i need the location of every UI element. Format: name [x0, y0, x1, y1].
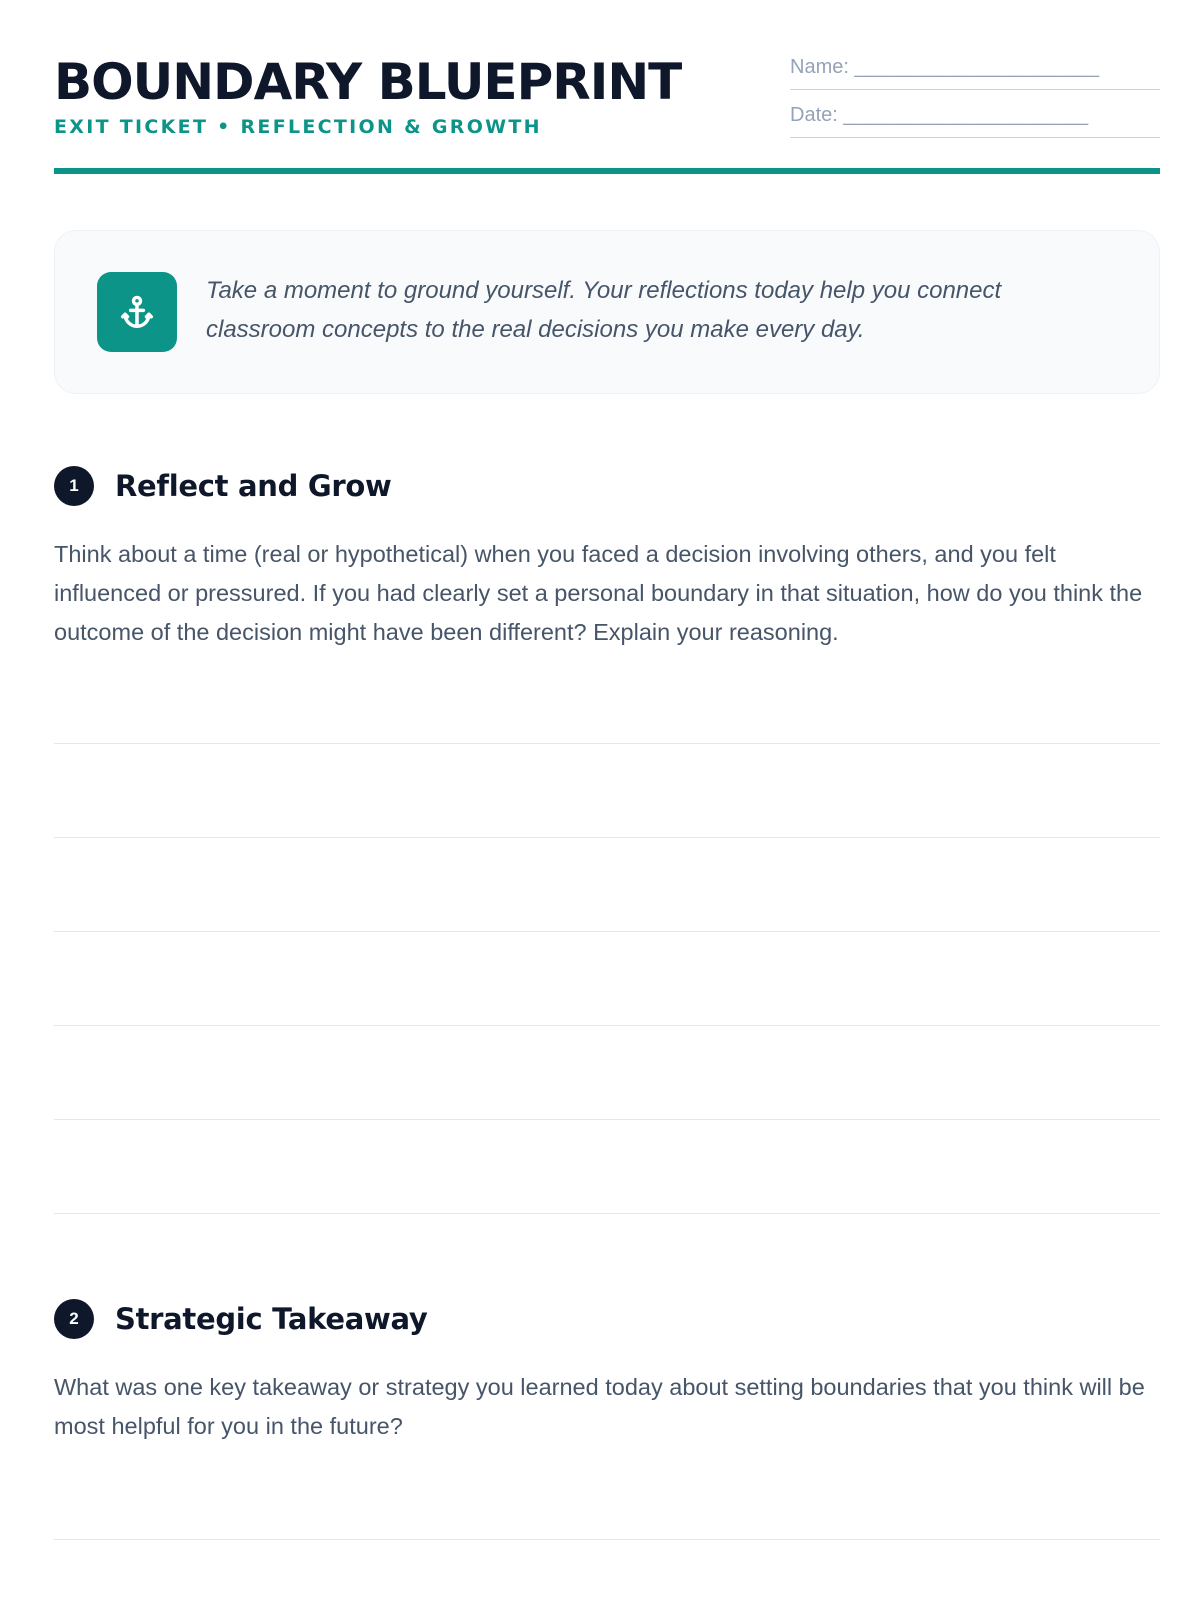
- name-field[interactable]: Name: ______________________: [790, 48, 1160, 90]
- answer-line[interactable]: [54, 837, 1160, 838]
- answer-line[interactable]: [54, 1119, 1160, 1120]
- section-title: Reflect and Grow: [115, 469, 392, 503]
- section-1-prompt: Think about a time (real or hypothetical) when you faced a decision involving others, and you felt influenced or pressured. If you had clearly set a personal boundary in that situation, how do you think the outcome of the decision might have been different? Explain your reasoning.: [54, 541, 1143, 645]
- answer-line[interactable]: [54, 1025, 1160, 1026]
- page-title: BOUNDARY BLUEPRINT: [54, 53, 682, 111]
- section-number-badge: 1: [54, 466, 94, 506]
- anchor-icon: [97, 272, 177, 352]
- answer-line[interactable]: [54, 931, 1160, 932]
- intro-callout: [54, 230, 1160, 394]
- section-number-badge: 2: [54, 1299, 94, 1339]
- section-title: Strategic Takeaway: [115, 1302, 428, 1336]
- header-divider: [54, 168, 1160, 174]
- section-1-header: [54, 466, 391, 506]
- worksheet-header: [54, 0, 1160, 176]
- section-2-prompt: What was one key takeaway or strategy you learned today about setting boundaries that you think will be most helpful for you in the future?: [54, 1374, 1145, 1439]
- answer-line[interactable]: [54, 1213, 1160, 1214]
- answer-line[interactable]: [54, 743, 1160, 744]
- answer-line[interactable]: [54, 1539, 1160, 1540]
- section-2-header: [54, 1299, 427, 1339]
- date-field[interactable]: Date: ______________________: [790, 96, 1160, 138]
- intro-text: Take a moment to ground yourself. Your reflections today help you connect classroom concepts to the real decisions you make every day.: [206, 277, 1002, 343]
- page-subtitle: EXIT TICKET • REFLECTION & GROWTH: [54, 116, 542, 138]
